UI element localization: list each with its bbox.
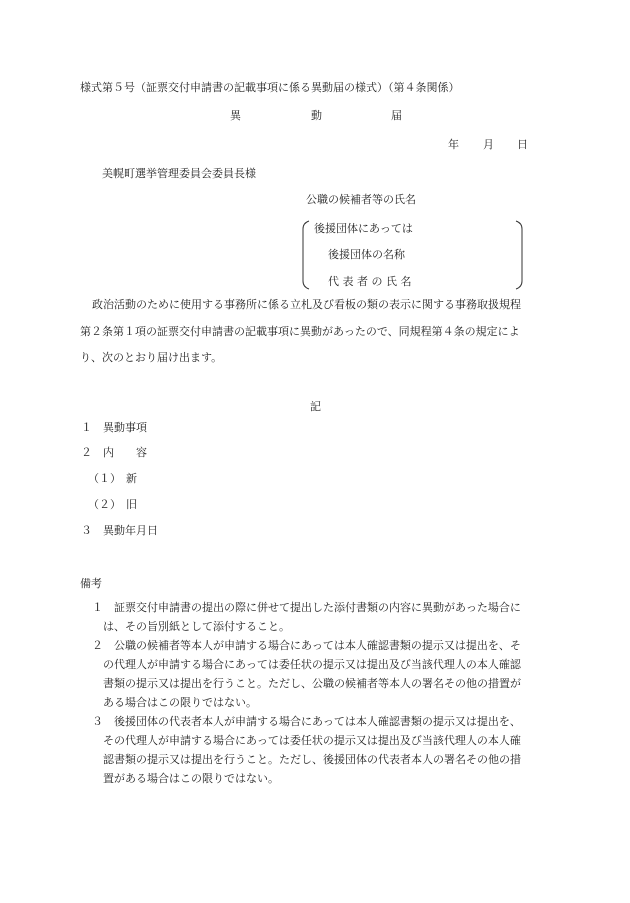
item-3-label: 異動年月日 — [103, 524, 158, 537]
title-char-1: 異 — [230, 109, 241, 122]
note-2-line-4: ある場合はこの限りではない。 — [103, 696, 257, 709]
body-line-1: 政治活動のために使用する事務所に係る立札及び看板の類の表示に関する事務取扱規程 — [92, 298, 521, 311]
item-2-num: ２ — [81, 446, 92, 459]
candidate-name-label: 公職の候補者等の氏名 — [306, 193, 416, 206]
title-char-2: 動 — [311, 109, 322, 122]
item-1-num: １ — [81, 421, 92, 434]
representative-label: 代 表 者 の 氏 名 — [328, 275, 412, 288]
note-3-line-1: 後援団体の代表者本人が申請する場合にあっては本人確認書類の提示又は提出を、 — [114, 715, 521, 728]
note-2-line-2: の代理人が申請する場合にあっては委任状の提示又は提出及び当該代理人の本人確認 — [103, 658, 521, 671]
note-3-line-4: 置がある場合はこの限りではない。 — [103, 772, 279, 785]
right-bracket — [514, 219, 524, 291]
ki-heading: 記 — [310, 400, 321, 413]
item-1-label: 異動事項 — [103, 421, 147, 434]
note-2-line-1: 公職の候補者等本人が申請する場合にあっては本人確認書類の提示又は提出を、そ — [114, 639, 521, 652]
note-1-num: １ — [92, 601, 103, 614]
support-group-intro: 後援団体にあっては — [314, 222, 413, 235]
addressee: 美幌町選挙管理委員会委員長様 — [102, 167, 256, 180]
item-2-2-label: 旧 — [126, 498, 137, 511]
date-day: 日 — [517, 138, 528, 151]
body-line-3: り、次のとおり届け出ます。 — [80, 351, 223, 364]
note-2-num: ２ — [92, 639, 103, 652]
body-line-2: 第２条第１項の証票交付申請書の記載事項に異動があったので、同規程第４条の規定によ — [80, 325, 520, 338]
note-1-line-2: は、その旨別紙として添付すること。 — [103, 620, 290, 633]
item-2-2-num: （２） — [88, 498, 121, 511]
item-2-label: 内 容 — [103, 446, 147, 459]
note-3-line-2: その代理人が申請する場合にあっては委任状の提示又は提出及び当該代理人の本人確 — [103, 734, 521, 747]
date-month: 月 — [483, 138, 494, 151]
title-char-3: 届 — [391, 109, 402, 122]
form-label: 様式第５号（証票交付申請書の記載事項に係る異動届の様式）（第４条関係） — [80, 81, 460, 94]
item-2-1-label: 新 — [126, 472, 137, 485]
support-group-name-label: 後援団体の名称 — [328, 248, 405, 261]
note-3-num: ３ — [92, 715, 103, 728]
note-1-line-1: 証票交付申請書の提出の際に併せて提出した添付書類の内容に異動があった場合に — [114, 601, 521, 614]
note-3-line-3: 認書類の提示又は提出を行うこと。ただし、後援団体の代表者本人の署名その他の措 — [103, 753, 521, 766]
item-2-1-num: （１） — [88, 472, 121, 485]
date-year: 年 — [448, 138, 459, 151]
left-bracket — [301, 219, 311, 291]
note-2-line-3: 書類の提示又は提出を行うこと。ただし、公職の候補者等本人の署名その他の措置が — [103, 677, 521, 690]
notes-heading: 備考 — [80, 577, 102, 590]
item-3-num: ３ — [81, 524, 92, 537]
